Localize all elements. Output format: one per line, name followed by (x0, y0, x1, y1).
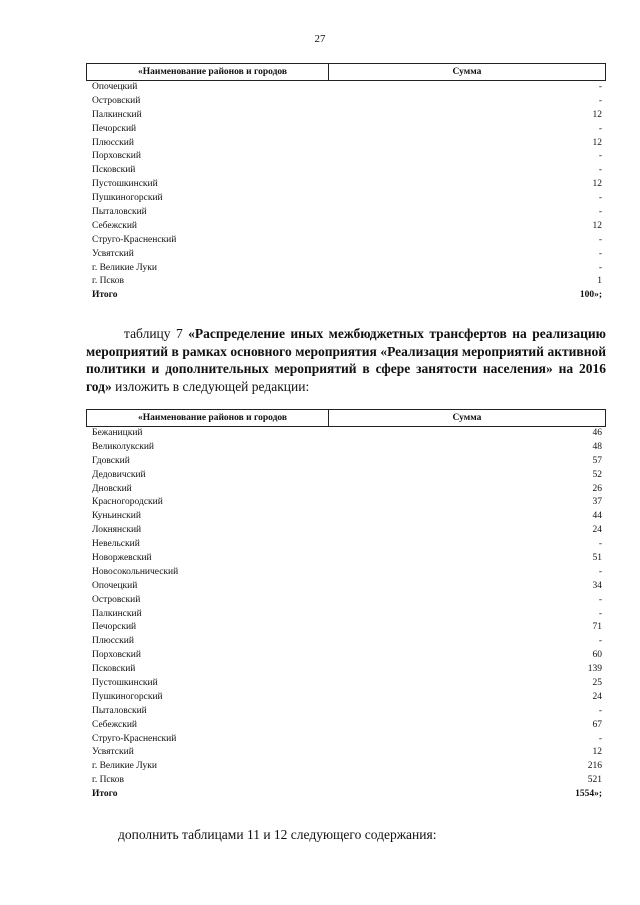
district-sum: 12 (592, 747, 602, 758)
district-name: Плюсский (92, 636, 134, 647)
district-name: Опочецкий (92, 580, 138, 591)
table-row (86, 649, 606, 663)
paragraph-text: дополнить таблицами 11 и 12 следующего содержания: (118, 827, 437, 842)
column-header-name: «Наименование районов и городов (87, 410, 329, 426)
table-row (86, 719, 606, 733)
district-sum: - (598, 608, 602, 619)
column-header-sum: Сумма (452, 413, 482, 423)
district-name: Бежаницкий (92, 428, 143, 438)
table-row (86, 262, 606, 276)
table-row (86, 109, 606, 123)
table-row (86, 455, 606, 469)
district-name: Невельский (92, 539, 140, 550)
district-sum: 139 (587, 664, 602, 675)
district-name: Печорский (92, 622, 137, 633)
district-sum: - (598, 705, 602, 716)
districts-table-1 (86, 63, 606, 303)
districts-table-2 (86, 409, 606, 802)
table-row (86, 524, 606, 538)
district-sum: 521 (587, 775, 602, 786)
district-sum: - (598, 733, 602, 744)
table-row (86, 538, 606, 552)
table-row (86, 746, 606, 760)
table-row (86, 95, 606, 109)
district-sum: 12 (592, 220, 602, 231)
district-name: Пыталовский (92, 705, 147, 716)
district-sum: - (598, 193, 602, 204)
district-name: Порховский (92, 650, 141, 661)
district-sum: 12 (592, 109, 602, 120)
district-sum: - (598, 207, 602, 218)
table-row (86, 248, 606, 262)
table-row (86, 635, 606, 649)
district-sum: 12 (592, 137, 602, 148)
table-row (86, 81, 606, 95)
district-sum: - (598, 95, 602, 106)
district-sum: - (598, 82, 602, 92)
district-name: Палкинский (92, 608, 142, 619)
table-body (86, 81, 606, 303)
table-row (86, 178, 606, 192)
district-sum: - (598, 636, 602, 647)
table-row (86, 150, 606, 164)
district-sum: 37 (592, 497, 602, 508)
table-row (86, 510, 606, 524)
table-header (86, 409, 606, 427)
district-sum: 60 (592, 650, 602, 661)
district-name: Пустошкинский (92, 179, 158, 190)
district-name: Новосокольнический (92, 566, 179, 577)
district-name: Себежский (92, 220, 137, 231)
district-sum: 44 (592, 511, 602, 522)
district-sum: 12 (592, 179, 602, 190)
district-name: г. Псков (92, 775, 125, 786)
table-row (86, 483, 606, 497)
paragraph-supplement (86, 826, 606, 844)
district-name: Псковский (92, 165, 136, 176)
district-name: Пушкиногорский (92, 193, 163, 204)
district-sum: 34 (592, 580, 602, 591)
table-row (86, 566, 606, 580)
column-header-name: «Наименование районов и городов (87, 64, 329, 80)
district-name: Дедовичский (92, 469, 146, 480)
district-sum: - (598, 165, 602, 176)
table-row (86, 691, 606, 705)
district-name: Пушкиногорский (92, 691, 163, 702)
district-name: Пыталовский (92, 207, 147, 218)
total-row (86, 788, 606, 802)
district-name: Великолукский (92, 441, 155, 452)
table-row (86, 275, 606, 289)
district-name: Дновский (92, 483, 132, 494)
district-sum: 216 (587, 761, 602, 772)
district-name: Плюсский (92, 137, 134, 148)
district-sum: 25 (592, 678, 602, 689)
district-name: Себежский (92, 719, 137, 730)
paragraph-table7 (86, 325, 606, 395)
total-row (86, 289, 606, 303)
district-name: Островский (92, 594, 141, 605)
district-name: Локнянский (92, 525, 142, 536)
table-header (86, 63, 606, 81)
district-sum: 51 (592, 553, 602, 564)
total-label: Итого (92, 789, 118, 800)
table-row (86, 594, 606, 608)
table-row (86, 621, 606, 635)
district-sum: 24 (592, 691, 602, 702)
district-sum: 67 (592, 719, 602, 730)
district-name: Усвятский (92, 747, 134, 758)
district-sum: 48 (592, 441, 602, 452)
table-row (86, 234, 606, 248)
district-sum: 1 (597, 276, 602, 287)
table-row (86, 580, 606, 594)
district-sum: 26 (592, 483, 602, 494)
district-name: Печорский (92, 123, 137, 134)
total-label: Итого (92, 290, 118, 301)
district-sum: 24 (592, 525, 602, 536)
table-row (86, 164, 606, 178)
total-value: 1554»; (575, 789, 602, 800)
district-sum: 71 (592, 622, 602, 633)
table-row (86, 220, 606, 234)
paragraph-bold-title: «Распределение иных межбюджетных трансфертов на реализацию мероприятий в рамках основного мероприятия «Реализация мероприятий активной политики и дополнительных мероприятий в сфере занятости населения» на 2016 год» (86, 326, 606, 394)
district-name: Куньинский (92, 511, 141, 522)
district-name: Усвятский (92, 248, 134, 259)
district-name: г. Псков (92, 276, 125, 287)
table-row (86, 705, 606, 719)
table-row (86, 469, 606, 483)
district-sum: - (598, 234, 602, 245)
column-header-sum: Сумма (452, 67, 482, 77)
district-sum: - (598, 123, 602, 134)
district-sum: - (598, 566, 602, 577)
page-number: 27 (314, 33, 326, 45)
district-sum: 57 (592, 455, 602, 466)
paragraph-suffix: изложить в следующей редакции: (111, 378, 310, 394)
district-sum: 52 (592, 469, 602, 480)
total-value: 100»; (579, 290, 602, 301)
table-row (86, 206, 606, 220)
table-row (86, 774, 606, 788)
table-body (86, 427, 606, 802)
paragraph-prefix: таблицу 7 (124, 326, 189, 341)
table-row (86, 427, 606, 441)
district-name: Струго-Красненский (92, 234, 177, 245)
district-name: Гдовский (92, 455, 130, 466)
table-row (86, 441, 606, 455)
table-row (86, 677, 606, 691)
district-name: г. Великие Луки (92, 262, 157, 273)
district-name: г. Великие Луки (92, 761, 157, 772)
table-row (86, 760, 606, 774)
district-name: Пустошкинский (92, 678, 158, 689)
district-sum: - (598, 594, 602, 605)
district-sum: - (598, 539, 602, 550)
district-name: Красногородский (92, 497, 163, 508)
district-name: Струго-Красненский (92, 733, 177, 744)
table-row (86, 192, 606, 206)
district-name: Псковский (92, 664, 136, 675)
district-sum: - (598, 151, 602, 162)
district-name: Опочецкий (92, 82, 138, 92)
district-sum: - (598, 248, 602, 259)
district-name: Порховский (92, 151, 141, 162)
district-name: Новоржевский (92, 553, 152, 564)
table-row (86, 123, 606, 137)
district-name: Островский (92, 95, 141, 106)
table-row (86, 552, 606, 566)
table-row (86, 663, 606, 677)
district-name: Палкинский (92, 109, 142, 120)
table-row (86, 496, 606, 510)
table-row (86, 608, 606, 622)
table-row (86, 137, 606, 151)
table-row (86, 733, 606, 747)
district-sum: 46 (592, 428, 602, 438)
district-sum: - (598, 262, 602, 273)
